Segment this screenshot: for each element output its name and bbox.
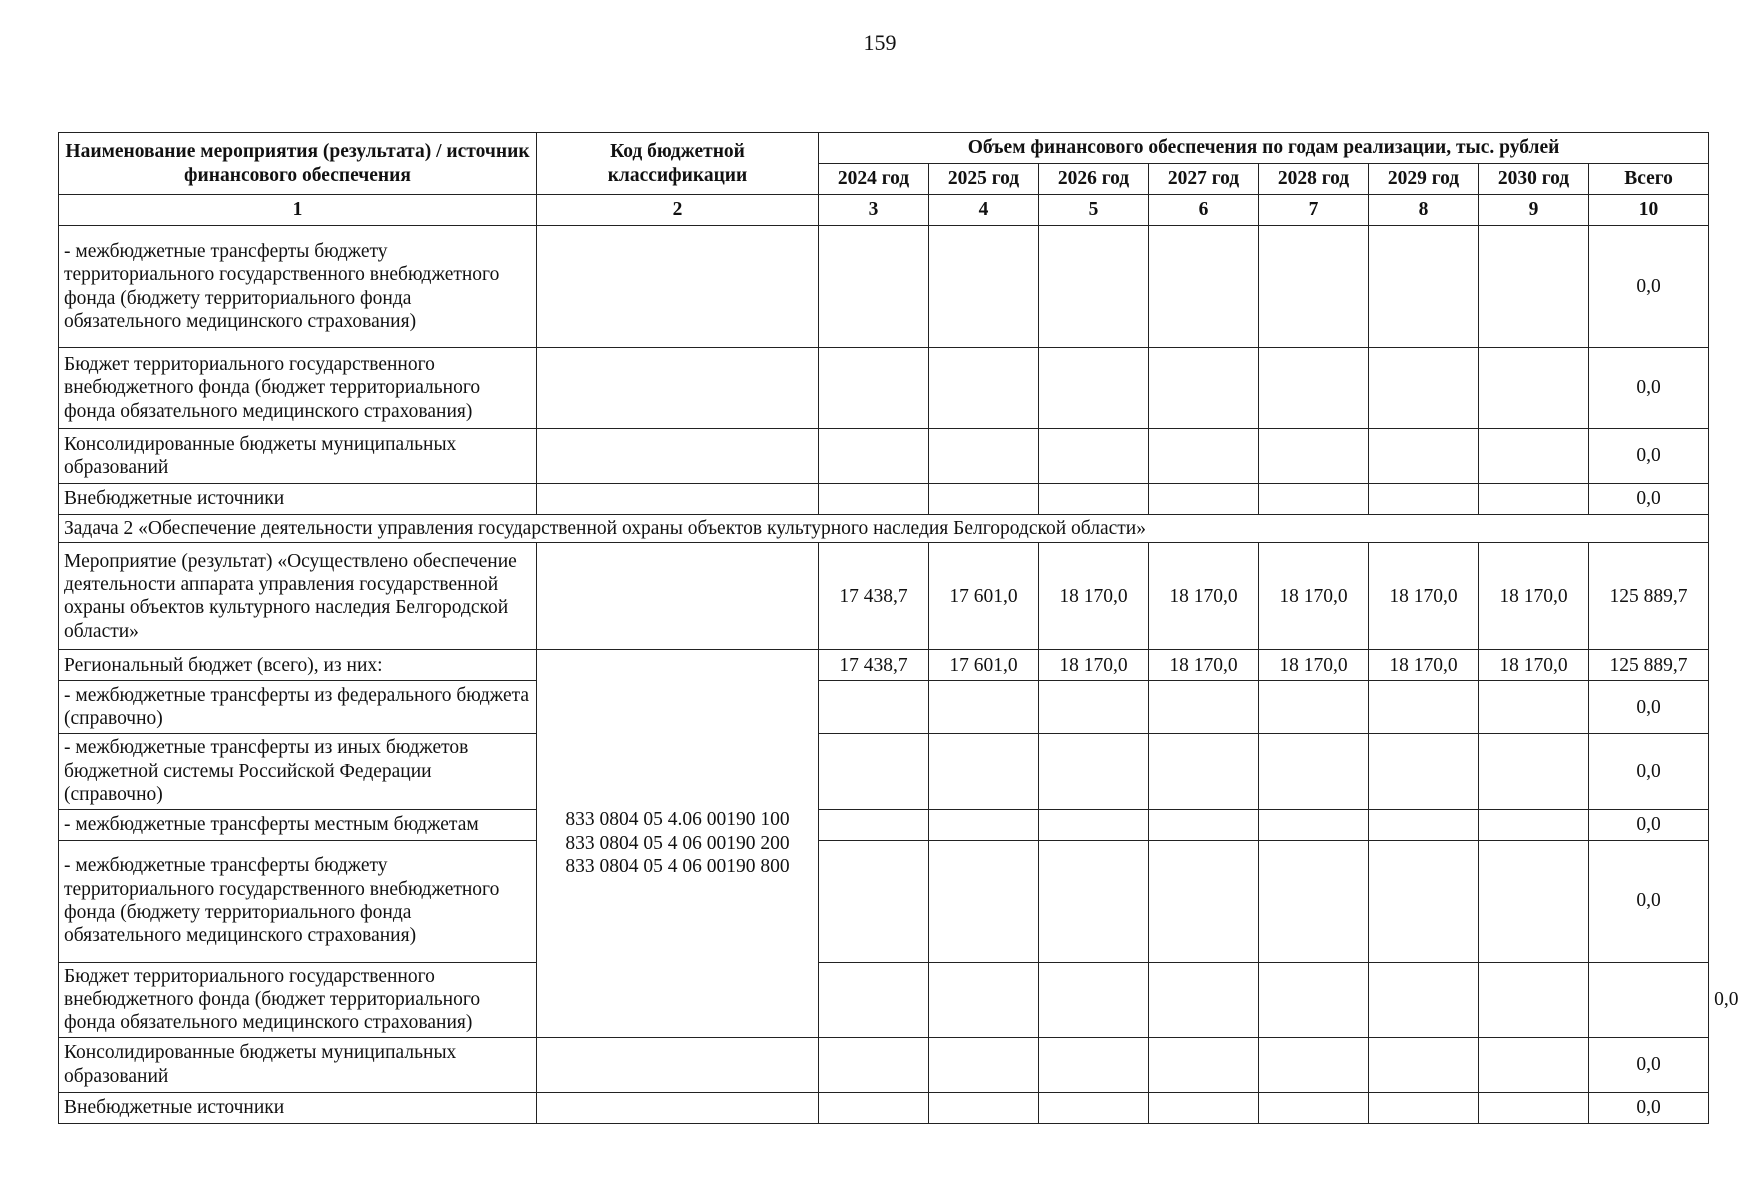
index-cell: 4 bbox=[929, 195, 1039, 226]
row-total: 0,0 bbox=[1589, 348, 1709, 429]
row-total: 0,0 bbox=[1589, 226, 1709, 348]
value-cell: 18 170,0 bbox=[1369, 650, 1479, 681]
table-row bbox=[59, 484, 1709, 515]
table-row bbox=[59, 681, 1709, 734]
table-row bbox=[59, 1037, 1709, 1092]
total-cell: 125 889,7 bbox=[1589, 543, 1709, 650]
budget-table bbox=[58, 132, 1739, 1124]
table-row: Бюджет территориального государственного внебюджетного фонда (бюджет территориального фонда обязательного медицинского страхования) 0,0 bbox=[59, 962, 1709, 1037]
index-cell: 2 bbox=[537, 195, 819, 226]
row-total: 0,0 bbox=[1589, 1037, 1709, 1092]
value-cell: 18 170,0 bbox=[1039, 543, 1149, 650]
row-name: Внебюджетные источники bbox=[59, 484, 537, 515]
value-cell: 18 170,0 bbox=[1149, 543, 1259, 650]
index-cell: 10 bbox=[1589, 195, 1709, 226]
index-cell: 3 bbox=[819, 195, 929, 226]
index-cell: 5 bbox=[1039, 195, 1149, 226]
page-number: 159 bbox=[863, 30, 897, 55]
row-name: - межбюджетные трансферты местным бюджетам bbox=[59, 809, 537, 840]
row-total: 0,0 bbox=[1589, 681, 1709, 734]
value-cell: 18 170,0 bbox=[1479, 650, 1589, 681]
value-cell: 18 170,0 bbox=[1479, 543, 1589, 650]
row-total: 0,0 bbox=[1589, 429, 1709, 484]
row-name: - межбюджетные трансферты из федерального бюджета (справочно) bbox=[59, 681, 537, 734]
row-name: - межбюджетные трансферты бюджету территориального государственного внебюджетного фонда (бюджету территориального фонда обязательного медицинского страхования) bbox=[59, 226, 537, 348]
event-row bbox=[59, 543, 1709, 650]
header-volume: Объем финансового обеспечения по годам реализации, тыс. рублей bbox=[819, 133, 1709, 164]
task-title: Задача 2 «Обеспечение деятельности управления государственной охраны объектов культурного наследия Белгородской области» bbox=[59, 515, 1709, 543]
row-total: 0,0 bbox=[1589, 1092, 1709, 1123]
value-cell: 17 438,7 bbox=[819, 650, 929, 681]
budget-code: 833 0804 05 4.06 00190 100 bbox=[565, 809, 790, 831]
budget-code: 833 0804 05 4 06 00190 800 bbox=[565, 856, 790, 878]
table-row bbox=[59, 226, 1709, 348]
row-name: Консолидированные бюджеты муниципальных образований bbox=[59, 429, 537, 484]
row-name: Бюджет территориального государственного внебюджетного фонда (бюджет территориального фонда обязательного медицинского страхования) bbox=[59, 348, 537, 429]
row-name: - межбюджетные трансферты бюджету территориального государственного внебюджетного фонда (бюджету территориального фонда обязательного медицинского страхования) bbox=[59, 840, 537, 962]
event-name: Мероприятие (результат) «Осуществлено обеспечение деятельности аппарата управления государственной охраны объектов культурного наследия Белгородской области» bbox=[59, 543, 537, 650]
row-name: Консолидированные бюджеты муниципальных образований bbox=[59, 1037, 537, 1092]
index-cell: 1 bbox=[59, 195, 537, 226]
task-row bbox=[59, 515, 1709, 543]
table-row bbox=[59, 734, 1709, 809]
total-cell: 125 889,7 bbox=[1589, 650, 1709, 681]
header-code: Код бюджетной классификации bbox=[537, 133, 819, 195]
header-year: 2027 год bbox=[1149, 164, 1259, 195]
value-cell: 18 170,0 bbox=[1259, 650, 1369, 681]
header-year: 2026 год bbox=[1039, 164, 1149, 195]
table-row bbox=[59, 429, 1709, 484]
index-cell: 9 bbox=[1479, 195, 1589, 226]
header-name: Наименование мероприятия (результата) / источник финансового обеспечения bbox=[59, 133, 537, 195]
index-cell: 6 bbox=[1149, 195, 1259, 226]
index-cell: 7 bbox=[1259, 195, 1369, 226]
header-year: 2028 год bbox=[1259, 164, 1369, 195]
row-name: Бюджет территориального государственного внебюджетного фонда (бюджет территориального фонда обязательного медицинского страхования) bbox=[59, 962, 537, 1037]
value-cell: 18 170,0 bbox=[1259, 543, 1369, 650]
row-total: 0,0 bbox=[1589, 734, 1709, 809]
header-year: 2029 год bbox=[1369, 164, 1479, 195]
row-total: 0,0 bbox=[1589, 840, 1709, 962]
regional-name: Региональный бюджет (всего), из них: bbox=[59, 650, 537, 681]
value-cell: 17 438,7 bbox=[819, 543, 929, 650]
budget-code-cell bbox=[537, 650, 819, 1037]
value-cell: 18 170,0 bbox=[1369, 543, 1479, 650]
table-row bbox=[59, 348, 1709, 429]
row-name: - межбюджетные трансферты из иных бюджетов бюджетной системы Российской Федерации (справочно) bbox=[59, 734, 537, 809]
header-year: 2030 год bbox=[1479, 164, 1589, 195]
index-row bbox=[59, 195, 1709, 226]
header-year: 2024 год bbox=[819, 164, 929, 195]
row-total: 0,0 bbox=[1589, 809, 1709, 840]
index-cell: 8 bbox=[1369, 195, 1479, 226]
value-cell: 17 601,0 bbox=[929, 543, 1039, 650]
row-name: Внебюджетные источники bbox=[59, 1092, 537, 1123]
header-year: 2025 год bbox=[929, 164, 1039, 195]
table-row bbox=[59, 840, 1709, 962]
budget-code: 833 0804 05 4 06 00190 200 bbox=[565, 832, 790, 854]
header-row-1 bbox=[59, 133, 1709, 164]
regional-row bbox=[59, 650, 1709, 681]
value-cell: 17 601,0 bbox=[929, 650, 1039, 681]
table-row bbox=[59, 809, 1709, 840]
value-cell: 18 170,0 bbox=[1149, 650, 1259, 681]
row-total: 0,0 bbox=[1589, 484, 1709, 515]
header-total: Всего bbox=[1589, 164, 1709, 195]
value-cell: 18 170,0 bbox=[1039, 650, 1149, 681]
table-row bbox=[59, 1092, 1709, 1123]
